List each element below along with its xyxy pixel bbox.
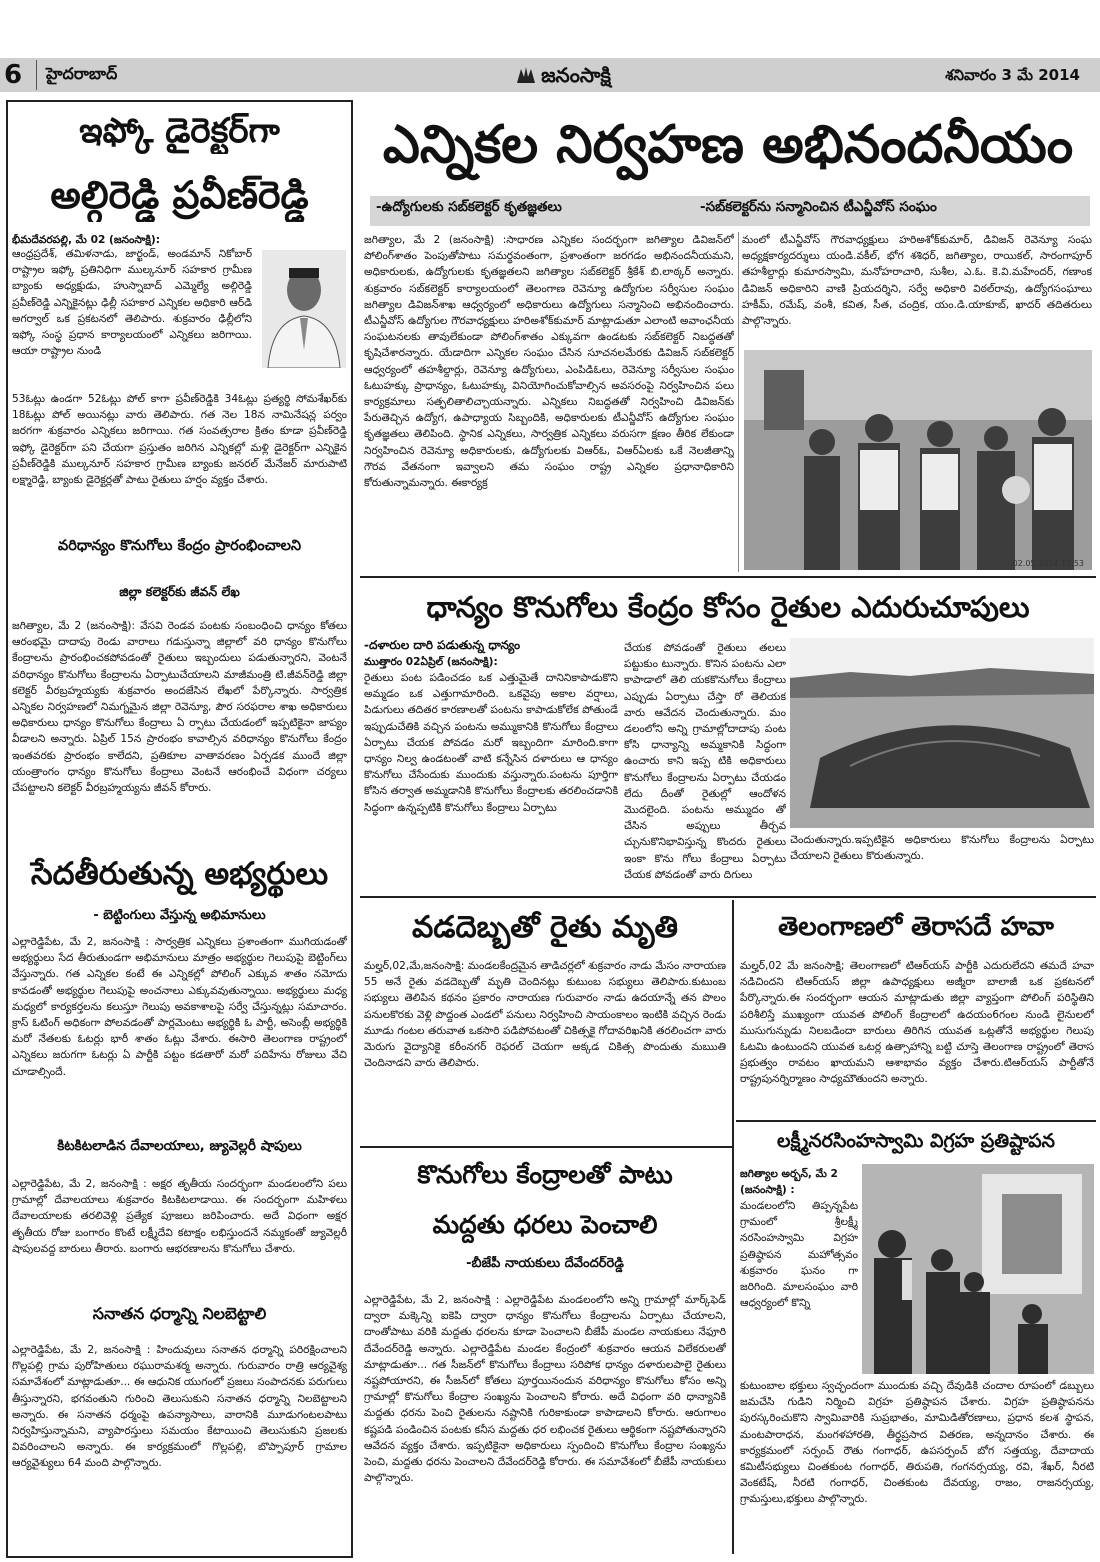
column-divider: [738, 232, 739, 572]
betting-subhead: - బెట్టింగులు వేస్తున్న అభిమానులు: [93, 908, 266, 923]
election-body-right: మంలో టీఎన్జీవోస్ గౌరవాధ్యక్షులు హరిఅశోక్‌కుమార్, డివిజన్ రెవెన్యూ సంఘ అధ్యక్షకార్యదర్శులు యండి.వకీల్, భోగ శశిధర్, జగిత్యాల, రాయికల్, సారంగాపూర్ తహశీల్దార్లు కుమారస్వామి, మనోహరాచారి, సుశీల, ఎ.ఓ. కె.వి.మహేందర్, గణాంక డివిజన్ అధికారిని వాణి ప్రియదర్శిని, సర్వే అధికారి విఠల్‌రావు, ఉద్యోగసంఘాలు హకీమ్, రమేష్, వంశీ, కవిత, సీత, చంద్రిక, యం.డి.యాకూబ్, ఖాదర్ తదితరులు పాల్గొన్నారు.: [742, 234, 1092, 328]
grain-center-headline: వరిధాన్యం కొనుగోలు కేంద్రం ప్రారంభించాలని: [57, 538, 302, 554]
section-rule: [360, 896, 1096, 898]
grain-body-right: చెందుతున్నారు.ఇప్పటికైన అధికారులు కొనుగోలు కేంద్రాలను ఏర్పాటు చేయాలని రైతులు కొరుతున్నారు.: [790, 834, 1094, 863]
trs-body: మల్హర్,02 మే జనంసాక్షి; తెలంగాణలో టిఆర్‌యస్ పార్టీకి ఎదురులేదని తమదే హవా నడిచిందని టిఆర్‌యస్ జిల్లా ఉపాధ్యక్షులు అజ్మీరా బాలాజీ ఒక ప్రకటనలో పేర్కొన్నారు.ఈ సందర్భంగా ఆయన మాట్లాడుతు జిల్లా వ్యాప్తంగా పోలింగ్ పరిస్థితిని పరిశీలిస్తే ముఖ్యంగా యువత పోలింగ్ కేంద్రాలలో ఉదయం6గంల నుండి లైనులలో ముసుగున్నుడు నిలబడిందా బారులు తిరిగిన యువత ఒట్లతోనే అభ్యర్థుల గెలుపు ఓటమి ఉంటుందని యువత ఒటర్ల ఉత్సాహాన్ని బట్టి చూస్తె తెలంగాణ రాష్ట్రంలో తెరాస ప్రభుత్వం రావటం ఖాయమని ఆశాభావం వ్యక్తం చేశారు.టిఆర్‌యస్ పార్టీతోనే రాష్ట్రపునర్నిర్మాణం సాధ్యమౌతుందని అన్నారు.: [740, 960, 1094, 1086]
section-rule: [360, 1146, 732, 1148]
logo-hands-icon: [515, 65, 537, 85]
election-headline: ఎన్నికల నిర్వహణ అభినందనీయం: [382, 115, 1074, 175]
portrait-figure: [262, 250, 346, 368]
grain-subhead: -దళారుల దారి పడుతున్న ధాన్యం: [364, 638, 521, 652]
newspaper-logo: [488, 60, 638, 90]
grain-body-mid: చేయక పోవడంతో రైతులు తలలు పట్టుకుం టున్నారు. కొనిన పంటను ఎలా కాపాడాలో తెలి యకకొనుగోలు కేంద్రాలు ఎప్పుడు ఏర్పాటు చేస్తా రో తెలియక వారు ఆవేదన చెందుతున్నారు. మం డలంలోని అన్ని గ్రామాల్లోదాదాపు పంట కోసి ధాన్యాన్ని అమ్మకానికి సిద్ధంగా ఉంచారు కాని ఇప్ప టికి అధికారులు కొనుగోలు కేంద్రాలను ఏర్పాటు చేయడం లేదు దీంతో రైతుల్లో ఆందోళన మొదలైంది. పంటను అమ్ముదం తో చేసిన అప్పులు తీర్చవ చ్చునుకొనిభావిస్తున్న కొందరు రైతులు ఇంకా కొను గోలు కేంద్రాలు ఏర్పాటు చేయక పోవడంతో వారు దిగులు: [624, 642, 786, 881]
temple-dateline: జగిత్యాల అర్బన్, మే 2 (జనంసాక్షి) :: [740, 1168, 838, 1196]
city-name: హైదరాబాద్: [46, 64, 118, 83]
paddy-field-scene: [790, 638, 1094, 828]
collector-letter-body: జగిత్యాల, మే 2 (జనంసాక్షి): వేసవి రెండవ పంటకు సంబంధించి ధాన్యం కోతలు ఆరంభమై దాదాపు రెండు వారాలు గడుస్తున్నా జిల్లాలో వరి ధాన్యం కొనుగోలు కేంద్రాలను ప్రారంభించకపోవడంతో రైతులు ఇబ్బందులు పడుతున్నారని, వెంటనే వరిధాన్యం కొనుగోలు కేంద్రాలను ఏర్పాటుచేయాలని మాజీమంత్రి టి.జీవన్‌రెడ్డి జిల్లా కలెక్టర్ వీరబ్రహ్మయ్యకు శుక్రవారం అందజేసిన లేఖలో పేర్కొన్నారు. సార్వత్రిక ఎన్నికల నిర్వహణలో నిమగ్నమైన జిల్లా రెవెన్యూ, పౌర సరఫరాల శాఖ అధికారులు అధికారులు ధాన్యం కొనుగోలు కేంద్రాలు ఏ ర్పాటు చేయడంలో ఇప్పటికైనా జాప్యం వీడాలని అన్నారు. ఏప్రిల్ 15న ప్రారంభం కావాల్సిన వరిధాన్యం కొనుగోలు కేంద్రం ఇంతవరకు ప్రారంభం కాలేదని, ప్రతికూల వాతావరణం ఏర్పడక ముందే జిల్లా యంత్రాంగం ధాన్యం కొనుగోలు కేంద్రాలు వెంటనే ఆరంభించే విధంగా చర్యలు చేపట్టాలని కలెక్టర్ వీరబ్రహ్మయ్యను జీవన్ కోరారు.: [12, 620, 347, 795]
photo-timestamp: 02.05.2014 12:53: [1012, 559, 1084, 568]
iffco-body-b: 53ఓట్లు ఉండగా 52ఓట్లు పోల్ కాగా ప్రవీణ్‌రెడ్డికి 34ఓట్లు ప్రత్యర్థి సోమశేఖర్‌కు 18ఓట్లు పోల్ అయినట్లు వారు తెలిపారు. గత నెల 18న నామినేషన్ల పర్వం జరగగా శుక్రవారం ఎన్నికలు జరిగాయి. గత సంవత్సరాల క్రితం కూడా ప్రవీణ్‌రెడ్డి ఇఫ్కో డైరెక్టర్‌గా పని చేయగా ప్రస్తుతం జరిగిన ఎన్నికల్లో మళ్లి డైరెక్టర్‌గా ఎన్నికైన ప్రవీణ్‌రెడ్డికి ముల్కనూర్ సహకార గ్రామీణ బ్యాంకు జనరల్ మేనేజర్ మారుపాటి లక్ష్మారెడ్డి, బ్యాంకు డైరెక్టర్లతో పాటు రైతులు హర్షం వ్యక్తం చేశారు.: [12, 393, 347, 487]
sanatana-body: ఎల్లారెడ్డిపేట, మే 2, జనంసాక్షి : హిందువులు సనాతన ధర్మాన్ని పరిరక్షించాలని గొల్లపల్లి గ్రామ పురోహితులు రఘురామశర్మ అన్నారు. గురువారం రాత్రి ఆర్యవైశ్య సమావేశంలో మాట్లాడుతూ... ఈ ఆధునిక యుగంలో ప్రజలు సంపాదనకు పరుగులు తీస్తున్నారని, భగవంతుని గురించి తెలుసుకుని సనాతన ధర్మాన్ని నిలబెట్టాలని అన్నారు. ఈ సనాతన ధర్మంపై ఉపన్యాసాలు, వారానికి మూడుగంటలపాటు నిర్వహిస్తున్నామని, వ్యాపారస్తులు సమయం కేటాయించి తెలుసుకుని ప్రజలకు వివరించాలని అన్నారు. ఈ కార్యక్రమంలో గొల్లపల్లి, బొప్పాపూర్ గ్రామాల ఆర్యవైశ్యులు 64 మంది పాల్గొన్నారు.: [12, 1344, 347, 1470]
issue-date: శనివారం 3 మే 2014: [945, 66, 1080, 84]
temple-headline: లక్ష్మీనరసింహస్వామి విగ్రహ ప్రతిష్టాపన: [776, 1130, 1056, 1152]
iffco-body-a: ఆంధ్రప్రదేశ్, తమిళనాడు, జార్ఖండ్, అండమాన్ నికోబార్ రాష్ట్రాల ఇఫ్కో ప్రతినిధిగా ముల్కనూర్ సహకార గ్రామీణ బ్యాంకు అధ్యక్షుడు, హుస్నాబాద్ ఎమ్మెల్యే అల్గిరెడ్డి ప్రవీణ్‌రెడ్డి ఎన్నికైనట్లు ఢిల్లీ సహకార ఎన్నికల అధికారి ఆర్‌డి అగర్వాల్ ఒక ప్రకటనలో తెలిపారు. శుక్రవారం ఢిల్లీలోని ఇఫ్కో సంస్థ ప్రధాన కార్యాలయంలో ఎన్నికలు జరిగాయి. ఆయా రాష్ట్రాల నుండి: [12, 248, 252, 358]
divider: [36, 60, 37, 90]
iffco-dateline: భీమదేవరపల్లి, మే 02 (జనంసాక్షి):: [12, 234, 160, 246]
iffco-headline-2: అల్గిరెడ్డి ప్రవీణ్‌రెడ్డి: [50, 173, 309, 217]
section-rule: [736, 1120, 1096, 1122]
trs-headline: తెలంగాణలో తెరాసదే హవా: [778, 912, 1054, 942]
candidates-resting-headline: సేదతీరుతున్న అభ్యర్థులు: [30, 856, 329, 892]
felicitation-photo: [744, 350, 1092, 570]
election-body-left: జగిత్యాల, మే 2 (జనంసాక్షి) :సాధారణ ఎన్నికల సందర్భంగా జగిత్యాల డివిజన్‌లో పోలింగ్‌శాతం పెంపుతోపాటు సమర్థవంతంగా, ప్రశాంతంగా జరగడం అభినందనీయమని, అధికారులకు, ఉద్యోగులకు కృతజ్ఞతలని జగిత్యాల సబ్‌కలెక్టర్ శ్రీకేశ్ బి.లాఠ్కర్ అన్నారు. శుక్రవారం సబ్‌కలెక్టర్ కార్యాలయంలో తెలంగాణ రెవెన్యూ ఉద్యోగుల సర్వీసుల సంఘం జగిత్యాల డివిజన్‌శాఖ ఆధ్వర్యంలో అధికారులు ఉద్యోగులు సన్మానించి అభినందించారు. టీఎన్జీవోస్ ఉద్యోగుల గౌరవాధ్యక్షులు హరిఅశోక్‌కుమార్ మాట్లాడుతూ ఎలాంటి అవాంఛనీయ సంఘటనలకు తావులేకుండా పోలింగ్‌శాతం ఎక్కువగా ఉండటకు సబ్‌కలెక్టర్ నిబద్ధతతో కృషిచేశారన్నారు. యేడాదిగా ఎన్నికల సంఘం చేసిన సూచనలమేరకు డివిజన్ సబ్‌కలెక్టర్ ఆధ్వర్యంలో తహశీల్దార్లు, రెవెన్యూ ఉద్యోగులు, ఎంపిడిఓలు, రెవెన్యూ సర్వీసుల సంఘం ఓటుహక్కు ప్రాధాన్యం, ఓటుహక్కు వినియోగించుకోవాల్సిన అవసరంపై నిర్వహించిన పలు కార్యక్రమాలు సత్ఫలితాలిచ్చాయన్నారు. ఎన్నికలు నిబద్ధతతో నిర్వహించి డివిజన్‌కు పేరుతెచ్చిన ఉద్యోగ, ఉపాధ్యాయ సిబ్బందికి, అధికారులకు టీఎన్జీవోస్ ఉద్యోగుల సంఘం కృతజ్ఞతలు తెలిపింది. స్థానిక ఎన్నికలు, సార్వత్రిక ఎన్నికలు వరుసగా క్షణం తీరిక లేకుండా నిర్వహించిన రెవెన్యూ అధికారులకు, ఉద్యోగులకు విఆర్ఓ, విఆర్ఏలకు ఒకే నెలజీతాన్ని గౌరవ వేతనంగా ఇవ్వాలని తమ సంఘం రాష్ట్ర ఎన్నికల ప్రధానాధికారిని కోరుతున్నామన్నారు. ఈకార్యక్ర: [364, 234, 734, 490]
collector-letter-subhead: జిల్లా కలెక్టర్‌కు జీవన్ లేఖ: [119, 584, 240, 599]
grain-headline: ధాన్యం కొనుగోలు కేంద్రం కోసం రైతుల ఎదురుచూపులు: [426, 590, 1030, 624]
paddy-heap-photo: [790, 638, 1094, 828]
candidates-body: ఎల్లారెడ్డిపేట, మే 2, జనంసాక్షి : సార్వత్రిక ఎన్నికలు ప్రశాంతంగా ముగియడంతో అభ్యర్థులు సేద తీరుతుండగా అభిమానులు మాత్రం అభ్యర్థుల గెలుపుపై బెట్టింగ్‌లు వేస్తున్నారు. గత ఎన్నికల కంటే ఈ ఎన్నికల్లో పోలింగ్ ఎక్కువ శాతం నమోదు కావడంతో అభ్యర్థుల గెలుపుపై అంచనాలు ఎక్కువవుతున్నాయి. అభ్యర్థులు మధ్య మధ్యలో కార్యకర్తలను కలుస్తూ గెలుపు అవకాశాలపై సర్వే చేస్తున్నట్లు సమాచారం. క్రాస్ ఓటింగ్ అధికంగా పోలవడంతో పార్లమెంటు అభ్యర్థికి ఓ పార్టీ, అసెంబ్లీ అభ్యర్థికి మరో నేతలకు ఓటర్లు భారీ శాతం ఓట్లు వేశారు. ఈసారి తెలంగాణ రాష్ట్రంలో ఎన్నికలు జరుగగా ఓటర్లు ఏ పార్టీకి పట్టం కడతారో మరో పదిహేను రోజులు వేచి చూడాల్సిందే.: [12, 936, 347, 1078]
temple-photo: [862, 1164, 1094, 1374]
temple-body: కుటుంబాల భక్తులు స్వచ్ఛందంగా ముందుకు వచ్చి దేవుడికి చందాల రూపంలో డబ్బులు జమచేసి గుడిని నిర్మించి విగ్రహ ప్రతిష్ఠాపన చేశారు. విగ్రహ ప్రతిష్ఠాపనను పురస్కరించుకొని స్వామివారికి సుప్రభాతం, మామిడితోరణాలు, ప్రధాన కలశ స్థాపన, మంటపారాధన, మంగళహారతి, తీర్థప్రసాద వితరణ, అన్నదానం చేశారు. ఈ కార్యక్రమంలో సర్పంచ్ రౌతు గంగాధర్, ఉపసర్పంచ్ బోగ సత్తయ్య, దేవాదాయ కమిటీసభ్యులు చింతకుంట గంగాధర్, తిరుపతి, గంగనర్సయ్య, రవి, శేఖర్, నీరటి వెంకటేష్, నీరటి గంగాధర్, చింతకుంట దేవయ్య, రాజం, రాజనర్సయ్య, గ్రామస్తులు,భక్తులు పాల్గొన్నారు.: [740, 1380, 1094, 1506]
temple-body-side: మండలంలోని తిప్పన్నపేట గ్రామంలో శ్రీలక్ష్మీ నరసింహస్వామి విగ్రహ ప్రతిష్ఠాపన మహోత్సవం శుక్రవారం ఘనం గా జరిగింది. మాలసంఘం వారి ఆధ్వర్యంలో కొన్ని: [740, 1200, 858, 1310]
election-subhead-left: -ఉద్యోగులకు సబ్‌కలెక్టర్ కృతజ్ఞతలు: [376, 199, 562, 215]
grain-body-left: రైతులు పంట పడించడం ఒక ఎత్తుమైతే దానినికాపాడుకొని అమ్మడం ఒక ఎత్తుగామారింది. ఒకవైపు అకాల వర్షాలు, పిడుగులు తదితర కారణాలతో పంటను కాపాడుకోలేక పోతుండే ఇప్పుడుచేతికి వచ్చిన పంటను అమ్ముకానికి కొనుగోలు కేంద్రాలు ఏర్పాటు చేయక పోవడం మరో ఇబ్బందిగా మారింది.కాగా ధాన్యం నిల్వ ఉండటంతో వాటి కన్నేసిన దళారులు ఆ ధాన్యం కొనుగోలు చేసేందుకు ముందుకు వస్తున్నారు.పంటను పూర్తిగా కోసిన తర్వాత అమ్మడానికి కొనుగోలు కేంద్రాలకు తరలించడానికి సిద్ధంగా ఉన్నప్పటికి కొనుగోలు కేంద్రాలు ఏర్పాటు: [364, 672, 618, 814]
column-divider: [732, 900, 734, 1554]
temple-scene: [862, 1164, 1094, 1374]
iffco-headline-1: ఇఫ్కో డైరెక్టర్‌గా: [79, 111, 280, 151]
section-rule: [360, 576, 1096, 578]
heatstroke-headline: వడదెబ్బతో రైతు మృతి: [411, 910, 679, 945]
praveen-reddy-photo: [262, 250, 346, 368]
temples-headline: కిటకిటలాడిన దేవాలయాలు, జ్యువెల్లరీ షాపులు: [57, 1138, 302, 1154]
support-price-headline-2: మద్దతు ధరలు పెంచాలి: [432, 1210, 658, 1239]
felicitation-scene: [744, 350, 1092, 570]
temples-body: ఎల్లారెడ్డిపేట, మే 2, జనంసాక్షి : అక్షర తృతీయ సందర్భంగా మండలంలోని పలు గ్రామాల్లో దేవాలయాలు శుక్రవారం కిటకిటలాడాయి. ఈ సందర్భంగా మహిళలు దేవాలయాలకు తరలివెళ్లి ప్రత్యేక పూజలు జరిపించారు. అదే విధంగా అక్షర తృతీయ రోజు బంగారం కొంటే లక్ష్మీదేవి కటాక్షం లభిస్తుందనే నమ్మకంతో జ్యువెల్లరీ షాపులవద్ద బారులు తీరారు. బంగారు ఆభరణాలను కొనుగోలు చేశారు.: [12, 1178, 347, 1255]
support-price-subhead: -బీజేపీ నాయకులు దేవేందర్‌రెడ్డి: [466, 1256, 624, 1271]
election-subhead-right: -సబ్‌కలెక్టర్‌ను సన్మానించిన టీఎన్జీవోస్ సంఘం: [700, 199, 937, 215]
logo-text: జనంసాక్షి: [541, 63, 611, 87]
sanatana-headline: సనాతన ధర్మాన్ని నిలబెట్టాలి: [92, 1304, 267, 1323]
support-price-headline-1: కొనుగోలు కేంద్రాలతో పాటు: [417, 1160, 673, 1189]
support-price-body: ఎల్లారెడ్డిపేట, మే 2, జనంసాక్షి : ఎల్లారెడ్డిపేట మండలంలోని అన్ని గ్రామాల్లో మార్క్‌ఫెడ్ ద్వారా మక్కెన్ని ఐకెపి ద్వారా ధాన్యం కొనుగోలు కేంద్రాలను ఏర్పాటు చేయాలని, దాంతోపాటు వరికి మద్దతు ధరలను కూడా పెంచాలని బీజేపీ మండల నాయకులు నేఫూరి దేవేందర్‌రెడ్డి అన్నారు. ఎల్లారెడ్డిపేట మండల కేంద్రంలో శుక్రవారం ఆయన విలేకరులతో మాట్లాడుతూ... గత సీజన్‌లో కొనుగోలు కేంద్రాలు సరిపోక ధాన్యం దళారులపాలై రైతులు నష్టపోయారని, ఈ సీజన్‌లో కోతలు పూర్తయినందున వరిధాన్యం కొనుగోలు కోసం అన్ని గ్రామాల్లో కొనుగోలు కేంద్రాల సంఖ్యను పెంచాలని కోరారు. అదే విధంగా వరి ధాన్యానికి మద్దతు ధరను పెంచి రైతులను నష్టానికి గురికాకుండా కాపాడాలని కోరారు. ఆరుగాలం కష్టపడి పండించిన పంటకు కనీస మద్దతు ధర లభించక రైతులు ఆర్థికంగా నష్టపోతున్నారని ఆవేదన వ్యక్తం చేశారు. ఇప్పటికైనా అధికారులు స్పందించి కొనుగోలు కేంద్రాల సంఖ్యను పెంచి, మద్దతు ధరను పెంచాలని దేవేందర్‌రెడ్డి కోరారు. ఈ సమావేశంలో బీజేపీ నాయకులు పాల్గొన్నారు.: [364, 1294, 726, 1485]
heatstroke-body: మల్హర్,02,మే,జనంసాక్షి: మండలకేంద్రమైన తాడిచర్లలో శుక్రవారం నాడు మేసం నారాయణ 55 అనే రైతు వడదెబ్బతో మృతి చెందినట్లు కుటుంబ సభ్యులు తెలిపారు.కుటుంబ సభ్యులు తెలిపిన కథనం ప్రకారం నారాయణ గురువారం నాడు ఉదయాన్నే తన పొలం పనులకొరకు వెళ్లి పొద్దంత ఎండలో పనులు నిర్వహించి సాయంకాలం ఇంటికి వచ్చిన రెండు మూడు గంటల తరువాత ఒకసారి పడిపోవటంతో చికిత్సకై గోదావరిఖనికి తరలించగా వారు మెరుగు వైద్యానికై కరీంనగర్ రెఫరల్ చెయగా అక్కడ చికిత్స పొందుతు మఋతి చెందినాడని వారు తెలిపారు.: [364, 960, 726, 1070]
grain-dateline: ముత్తారం 02ఏప్రిల్ (జనంసాక్షి):: [364, 656, 498, 668]
page-number: 6: [4, 60, 23, 90]
